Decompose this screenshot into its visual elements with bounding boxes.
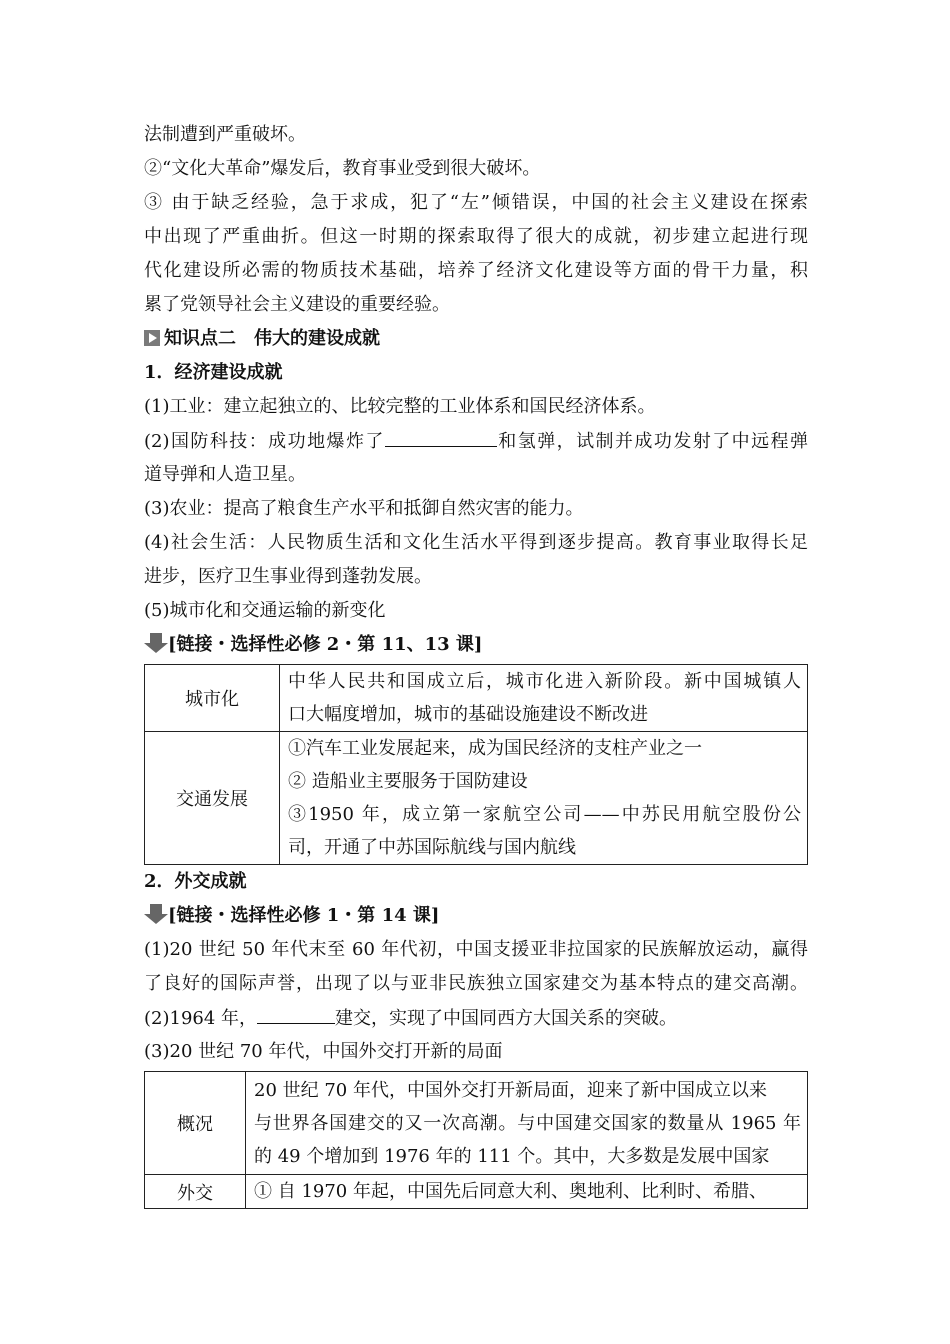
diplo-heading: 2．外交成就 [144, 871, 247, 892]
diplo-para-line: 了良好的国际声誉，出现了以与亚非民族独立国家建交为基本特点的建交高潮。 [144, 973, 808, 994]
table-head-cell: 城市化 [145, 665, 280, 732]
intro-line-1: 法制遭到严重破坏。 [144, 124, 306, 145]
diplo-para-line: (1)20 世纪 50 年代末至 60 年代初，中国支援亚非拉国家的民族解放运动，赢得 [144, 939, 808, 960]
table-head-cell: 交通发展 [145, 732, 280, 865]
cell-line: 的 49 个增加到 1976 年的 111 个。其中，大多数是发展中国家 [254, 1145, 770, 1167]
diplo-1964-pre: (2)1964 年， [144, 1008, 258, 1029]
fill-in-blank[interactable] [385, 424, 497, 447]
down-arrow-icon [144, 904, 168, 924]
cell-line: ② 造船业主要服务于国防建设 [288, 771, 528, 792]
intro-line-2: ②“文化大革命”爆发后，教育事业受到很大破坏。 [144, 158, 541, 179]
diplo-table [144, 1071, 808, 1209]
econ-social-line: 进步，医疗卫生事业得到蓬勃发展。 [144, 566, 432, 587]
table-head-cell: 外交 [145, 1175, 246, 1209]
econ-heading: 1．经济建设成就 [144, 362, 283, 383]
cell-line: 20 世纪 70 年代，中国外交打开新局面，迎来了新中国成立以来 [254, 1079, 767, 1101]
econ-industry: (1)工业：建立起独立的、比较完整的工业体系和国民经济体系。 [144, 396, 656, 417]
down-arrow-icon [144, 633, 168, 653]
econ-agriculture: (3)农业：提高了粮食生产水平和抵御自然灾害的能力。 [144, 498, 584, 519]
link-text: [链接・选择性必修 1・第 14 课] [168, 905, 440, 926]
play-triangle-icon [144, 330, 160, 346]
econ-city: (5)城市化和交通运输的新变化 [144, 600, 386, 621]
section-title [144, 322, 808, 356]
table-row [145, 1072, 808, 1175]
diplo-1964-post: 建交，实现了中国同西方大国关系的突破。 [335, 1008, 678, 1029]
table-row [145, 1175, 808, 1209]
table-content-cell [246, 1175, 808, 1209]
table-content-cell [246, 1072, 808, 1175]
cell-line: ③1950 年，成立第一家航空公司——中苏民用航空股份公 [288, 804, 801, 825]
table-content-cell [280, 665, 808, 732]
intro-para-line: 代化建设所必需的物质技术基础，培养了经济文化建设等方面的骨干力量，积 [144, 260, 808, 281]
diplo-70s-line: (3)20 世纪 70 年代，中国外交打开新的局面 [144, 1041, 503, 1062]
section-title-text: 知识点二 伟大的建设成就 [164, 328, 380, 349]
table-row [145, 665, 808, 732]
cell-line: 与世界各国建交的又一次高潮。与中国建交国家的数量从 1965 年 [254, 1112, 801, 1134]
diplo-1964-line [144, 1001, 808, 1035]
table-row [145, 732, 808, 865]
link-text: [链接・选择性必修 2・第 11、13 课] [168, 634, 483, 655]
econ-social-line: (4)社会生活：人民物质生活和文化生活水平得到逐步提高。教育事业取得长足 [144, 532, 808, 553]
cell-line: ①汽车工业发展起来，成为国民经济的支柱产业之一 [288, 738, 702, 759]
table-content-cell [280, 732, 808, 865]
fill-in-blank[interactable] [257, 1001, 335, 1024]
defense-text-post: 和氢弹，试制并成功发射了中远程弹 [496, 431, 809, 452]
cell-line: 司，开通了中苏国际航线与国内航线 [288, 837, 576, 858]
intro-para-line: 中出现了严重曲折。但这一时期的探索取得了很大的成就，初步建立起进行现 [144, 226, 808, 247]
econ-table [144, 664, 808, 865]
defense-text-pre: (2)国防科技：成功地爆炸了 [144, 431, 385, 452]
intro-para-line: 累了党领导社会主义建设的重要经验。 [144, 294, 450, 315]
cell-line: 中华人民共和国成立后，城市化进入新阶段。新中国城镇人 [288, 671, 801, 692]
intro-para-line: ③ 由于缺乏经验，急于求成，犯了“左”倾错误，中国的社会主义建设在探索 [144, 192, 808, 213]
econ-defense-line [144, 424, 808, 458]
cell-line: 口大幅度增加，城市的基础设施建设不断改进 [288, 704, 648, 725]
table-head-cell: 概况 [145, 1072, 246, 1175]
cell-line: ① 自 1970 年起，中国先后同意大利、奥地利、比利时、希腊、 [254, 1181, 767, 1202]
document-page [144, 118, 808, 1209]
link-reference [144, 899, 808, 933]
link-reference [144, 628, 808, 662]
econ-defense-line-2: 道导弹和人造卫星。 [144, 464, 306, 485]
